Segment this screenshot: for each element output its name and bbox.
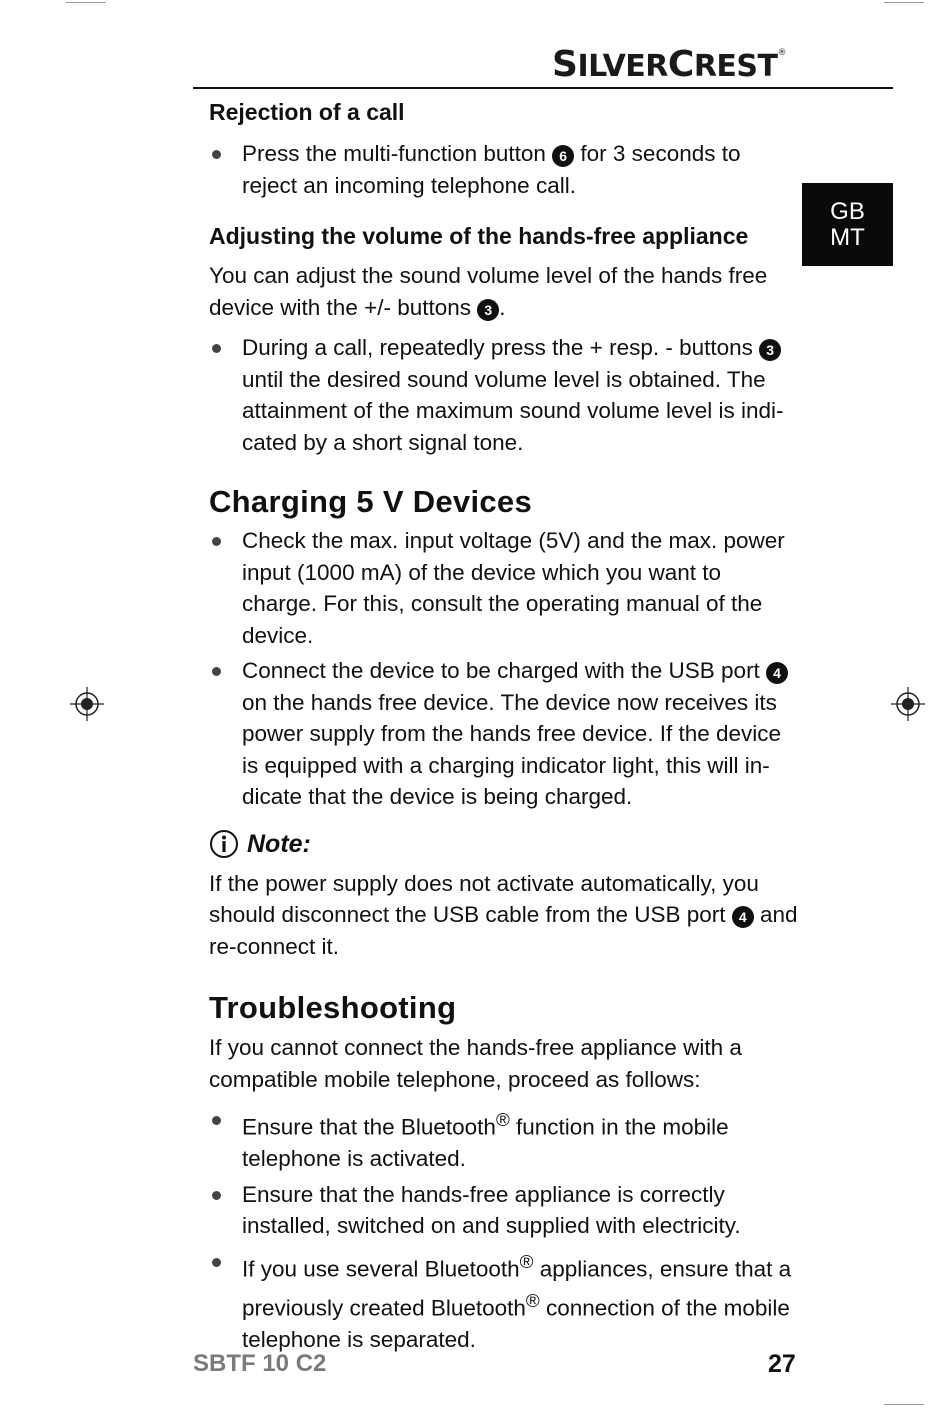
language-code-mt: MT bbox=[830, 224, 865, 251]
charging-list bbox=[209, 525, 799, 813]
list-item: Check the max. input voltage (5V) and the max. power input (1000 mA) of the device which you want to charge. For this, consult the operating manual of the device. bbox=[209, 525, 799, 651]
bullet-icon bbox=[212, 1116, 221, 1125]
bullet-icon bbox=[212, 667, 221, 676]
crop-mark bbox=[884, 1404, 924, 1405]
list-item: During a call, repeatedly press the + resp. - buttons 3 until the desired sound volume level is obtained. The attainment of the maximum sound volume level is indi-cated by a short signal tone. bbox=[209, 332, 799, 458]
footer-model-number: SBTF 10 C2 bbox=[193, 1350, 327, 1377]
reference-number-badge: 4 bbox=[732, 906, 754, 928]
bullet-icon bbox=[212, 344, 221, 353]
note-heading: Note: bbox=[209, 827, 799, 861]
reference-number-badge: 4 bbox=[766, 662, 788, 684]
bullet-icon bbox=[212, 1258, 221, 1267]
language-code-gb: GB bbox=[830, 198, 865, 225]
list-item: Press the multi-function button 6 for 3 seconds to reject an incoming telephone call. bbox=[209, 138, 799, 201]
reference-number-badge: 3 bbox=[477, 299, 499, 321]
section-heading-volume: Adjusting the volume of the hands-free appliance bbox=[209, 223, 749, 249]
volume-list bbox=[209, 332, 799, 458]
language-tab bbox=[802, 183, 893, 266]
volume-paragraph: You can adjust the sound volume level of the hands free device with the +/- buttons 3 . bbox=[209, 263, 768, 320]
list-item: Connect the device to be charged with the USB port 4 on the hands free device. The device now receives its power supply from the hands free device. If the device is equipped with a charging indicator light, this will in-dicate that the device is being charged. bbox=[209, 655, 799, 813]
bullet-icon bbox=[212, 1191, 221, 1200]
page-content bbox=[209, 96, 799, 1355]
list-item: Ensure that the hands-free appliance is correctly installed, switched on and supplied with electricity. bbox=[209, 1179, 799, 1242]
troubleshooting-intro: If you cannot connect the hands-free appliance with a compatible mobile telephone, proceed as follows: bbox=[209, 1035, 742, 1092]
brand-logo: SILVERCREST® bbox=[552, 44, 786, 85]
section-heading-rejection: Rejection of a call bbox=[209, 99, 405, 125]
bullet-icon bbox=[212, 537, 221, 546]
list-item: If you use several Bluetooth® appliances, ensure that a previously created Bluetooth® connection of the mobile telephone is separated. bbox=[209, 1246, 799, 1356]
list-item: Ensure that the Bluetooth® function in the mobile telephone is activated. bbox=[209, 1104, 799, 1175]
registration-mark-icon bbox=[70, 687, 104, 721]
note-paragraph: If the power supply does not activate automatically, you should disconnect the USB cable from the USB port 4 and re-connect it. bbox=[209, 870, 798, 959]
bullet-icon bbox=[212, 150, 221, 159]
reference-number-badge: 6 bbox=[552, 145, 574, 167]
registration-mark-icon bbox=[891, 687, 925, 721]
header-divider bbox=[193, 87, 893, 89]
troubleshooting-list bbox=[209, 1104, 799, 1355]
footer-page-number: 27 bbox=[768, 1350, 796, 1378]
crop-mark bbox=[66, 2, 106, 3]
info-icon bbox=[209, 829, 239, 859]
section-heading-charging: Charging 5 V Devices bbox=[209, 484, 533, 519]
reference-number-badge: 3 bbox=[759, 339, 781, 361]
rejection-list bbox=[209, 138, 799, 201]
crop-mark bbox=[884, 2, 924, 3]
section-heading-troubleshooting: Troubleshooting bbox=[209, 990, 457, 1025]
